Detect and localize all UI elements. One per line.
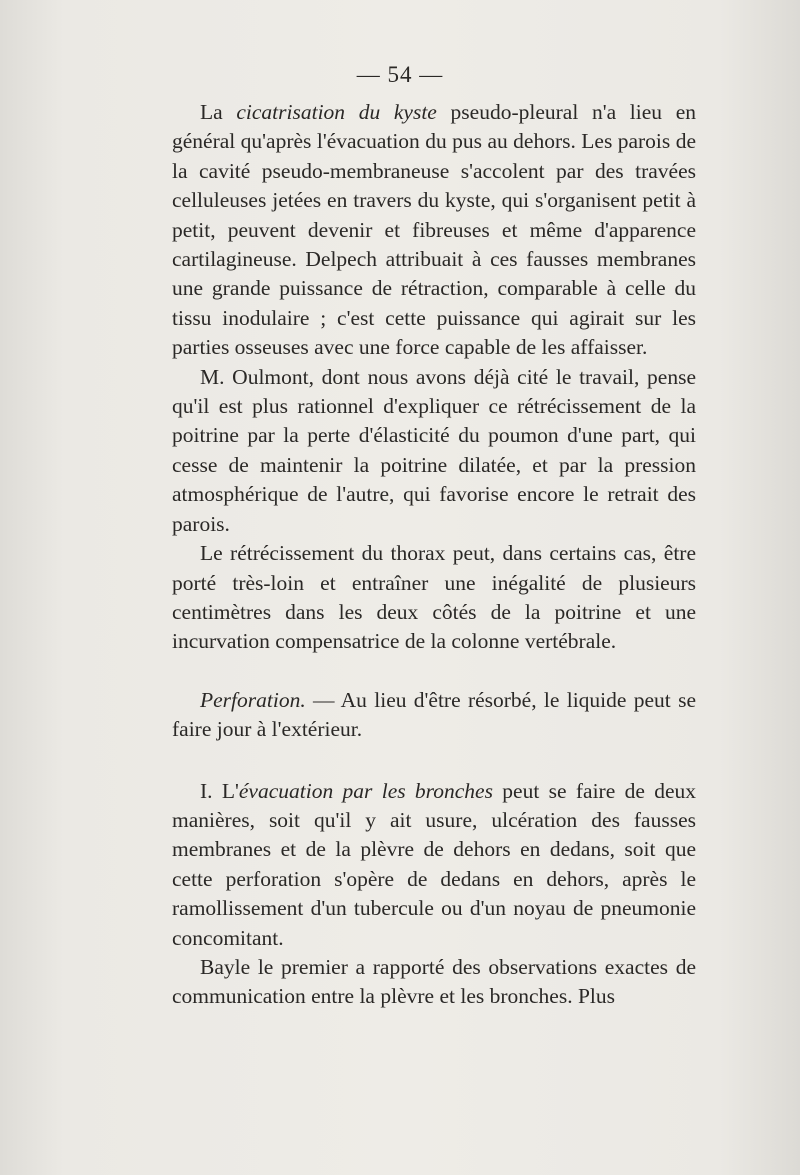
paragraph-text: — Au lieu d'être résorbé, le liquide peut se faire jour à l'extérieur. [172, 687, 696, 742]
paragraph-bayle: Bayle le premier a rapporté des observations exactes de communication entre la plèvre et les bronches. Plus [172, 954, 696, 1009]
paragraph-text: pseudo-pleural n'a lieu en général qu'après l'évacuation du pus au dehors. Les parois de la cavité pseudo-membraneuse s'accolent par des travées celluleuses jetées en travers du kyste, qui s'organisent petit à petit, peuvent devenir et fibreuses et même d'apparence cartilagineuse. Delpech attribuait à ces fausses membranes une grande puissance de rétraction, comparable à celle du tissu inodulaire ; c'est cette puissance qui agirait sur les parties osseuses avec une force capable de les affaisser. [172, 100, 696, 360]
paragraph-evacuation [172, 777, 696, 953]
section-heading: Perforation. [200, 687, 306, 712]
section-spacer [172, 745, 696, 777]
paragraph-lead: I. L' [200, 778, 239, 803]
page-number: — 54 — [356, 62, 444, 87]
paragraph-perforation [172, 686, 696, 745]
paragraph-oulmont: M. Oulmont, dont nous avons déjà cité le travail, pense qu'il est plus rationnel d'expliquer ce rétrécissement de la poitrine par la perte d'élasticité du poumon d'une part, qui cesse de maintenir la poitrine dilatée, et par la pression atmosphérique de l'autre, qui favorise encore le retrait des parois. [172, 364, 696, 536]
paragraph-cicatrisation [172, 98, 696, 363]
italic-term: cicatrisation du kyste [236, 100, 437, 124]
section-spacer [172, 657, 696, 686]
body-text [172, 98, 696, 1012]
italic-term: évacuation par les bronches [238, 778, 493, 803]
paragraph-text: peut se faire de deux manières, soit qu'il y ait usure, ulcération des fausses membranes et de la plèvre de dehors en dedans, soit que cette perforation s'opère de dedans en dehors, après le ramollissement d'un tubercule ou d'un noyau de pneumonie concomitant. [172, 778, 696, 950]
paragraph-retrecissement: Le rétrécissement du thorax peut, dans certains cas, être porté très-loin et entraîner une inégalité de plusieurs centimètres dans les deux côtés de la poitrine et une incurvation compensatrice de la colonne vertébrale. [172, 541, 696, 654]
paragraph-lead: La [200, 100, 237, 124]
